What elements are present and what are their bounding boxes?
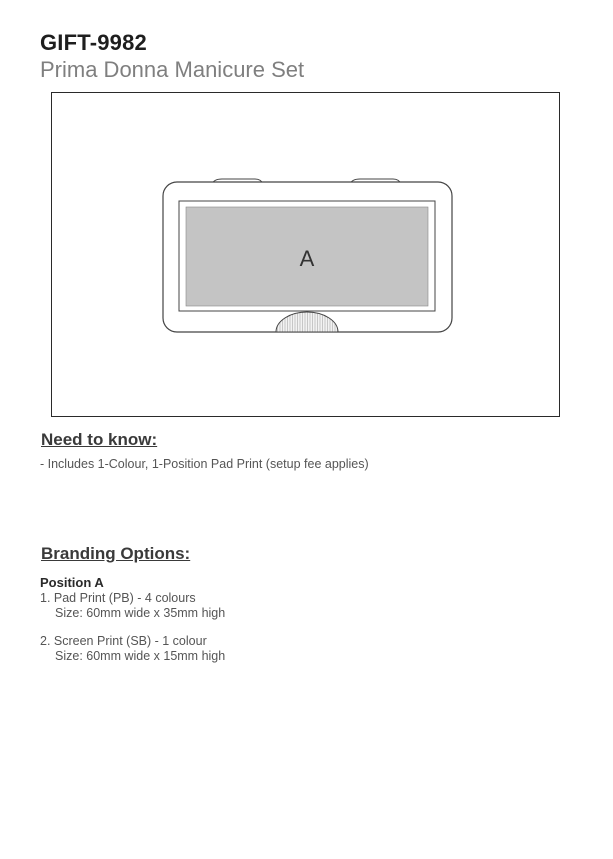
- option-1-size: Size: 60mm wide x 35mm high: [55, 606, 226, 620]
- option-2-size: Size: 60mm wide x 15mm high: [55, 649, 226, 663]
- product-drawing-frame: [51, 92, 560, 417]
- option-1-method: 1. Pad Print (PB) - 4 colours: [40, 591, 196, 605]
- option-2-method: 2. Screen Print (SB) - 1 colour: [40, 634, 207, 648]
- position-title: Position A: [40, 575, 104, 590]
- need-to-know-item: - Includes 1-Colour, 1-Position Pad Print (setup fee applies): [40, 457, 369, 471]
- product-drawing: [52, 93, 561, 418]
- print-area-label: A: [299, 246, 315, 271]
- need-to-know-heading: Need to know:: [41, 430, 158, 449]
- product-code: GIFT-9982: [40, 30, 147, 55]
- branding-options-heading: Branding Options:: [41, 544, 191, 563]
- product-name: Prima Donna Manicure Set: [40, 57, 305, 82]
